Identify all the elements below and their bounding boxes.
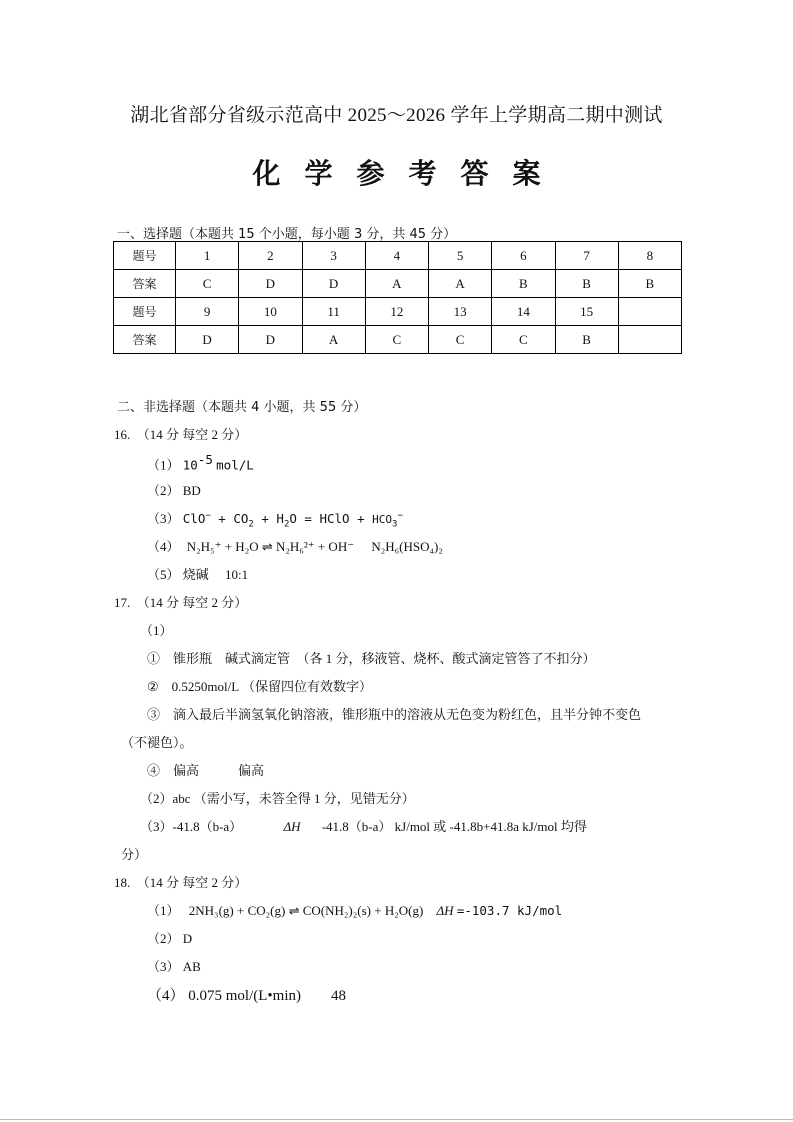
table-cell: 14: [492, 298, 555, 326]
table-cell: D: [302, 270, 365, 298]
table-cell: C: [492, 326, 555, 354]
q18-answer-4: （4） 0.075 mol/(L•min) 48: [147, 988, 346, 1004]
q17-answer-2: （2）abc （需小写，未答全得 1 分，见错无分）: [140, 791, 415, 806]
table-cell: 1: [176, 242, 239, 270]
table-cell: D: [176, 326, 239, 354]
table-cell: 5: [429, 242, 492, 270]
q17-heading: 17. （14 分 每空 2 分）: [114, 595, 248, 610]
q16-answer-5: （5） 烧碱 10:1: [147, 567, 249, 582]
q18-answer-3: （3） AB: [147, 959, 201, 974]
subtitle-char: 考: [408, 157, 437, 190]
q17-item-4: ④ 偏高 偏高: [147, 763, 265, 778]
table-cell: 4: [365, 242, 428, 270]
subject-title: [0, 152, 793, 192]
answer-table: [113, 241, 682, 354]
table-row-label: 答案: [114, 326, 176, 354]
table-cell: 3: [302, 242, 365, 270]
q16-answer-4: （4） N₂H₅⁺ + H₂O ⇌ N₂H₆²⁺ + OH⁻ N₂H₆(HSO₄)₂: [147, 539, 443, 554]
q17-sub1: （1）: [140, 623, 173, 638]
table-cell: D: [239, 326, 302, 354]
q17-item-3-cont: （不褪色）。: [121, 735, 193, 750]
table-cell: B: [555, 326, 618, 354]
q16-answer-2: （2） BD: [147, 483, 201, 498]
table-cell: 15: [555, 298, 618, 326]
subtitle-char: 答: [460, 157, 489, 190]
table-row-label: 题号: [114, 298, 176, 326]
q17-answer-3: （3）-41.8（b-a） ΔH -41.8（b-a） kJ/mol 或 -41.8b+41.8a kJ/mol 均得: [140, 819, 587, 834]
table-cell: D: [239, 270, 302, 298]
q18-answer-2: （2） D: [147, 931, 193, 946]
section2-heading: 二、非选择题（本题共 4 小题，共 55 分）: [117, 400, 367, 415]
section1-heading: 一、选择题（本题共 15 个小题，每小题 3 分，共 45 分）: [117, 227, 457, 242]
q17-item-3: ③ 滴入最后半滴氢氧化钠溶液，锥形瓶中的溶液从无色变为粉红色，且半分钟不变色: [147, 707, 642, 722]
subtitle-char: 参: [356, 157, 385, 190]
table-cell: 7: [555, 242, 618, 270]
table-cell: C: [429, 326, 492, 354]
table-cell: 8: [618, 242, 681, 270]
table-cell: 10: [239, 298, 302, 326]
table-cell: 12: [365, 298, 428, 326]
subtitle-char: 化: [252, 157, 281, 190]
table-row: [114, 326, 682, 354]
table-cell: 2: [239, 242, 302, 270]
table-cell: 9: [176, 298, 239, 326]
exam-title: 湖北省部分省级示范高中 2025～2026 学年上学期高二期中测试: [130, 105, 663, 126]
table-row: [114, 242, 682, 270]
q16-answer-1: （1） $10^{-5}$ mol/L: [147, 452, 254, 473]
subtitle-char: 学: [304, 157, 333, 190]
q16-heading: 16. （14 分 每空 2 分）: [114, 427, 248, 442]
ionization-equation: N₂H₅⁺ + H₂O ⇌ N₂H₆²⁺ + OH⁻: [186, 539, 355, 554]
salt-formula: N₂H₆(HSO₄)₂: [371, 539, 443, 554]
table-cell: A: [302, 326, 365, 354]
subtitle-char: 案: [512, 157, 541, 190]
q17-item-2: ② 0.5250mol/L （保留四位有效数字）: [147, 679, 372, 694]
q16-answer-3: （3） $ClO^- + CO_2 + H_2O$ = HClO + $HCO_3^-$: [147, 510, 403, 530]
table-cell: B: [618, 270, 681, 298]
table-row: [114, 270, 682, 298]
table-row-label: 答案: [114, 270, 176, 298]
table-cell: 11: [302, 298, 365, 326]
table-cell: A: [365, 270, 428, 298]
table-cell: 13: [429, 298, 492, 326]
table-cell: B: [555, 270, 618, 298]
table-cell: C: [365, 326, 428, 354]
table-cell: A: [429, 270, 492, 298]
table-cell: 6: [492, 242, 555, 270]
thermochemical-equation: 2NH₃(g) + CO₂(g) ⇌ CO(NH₂)₂(s) + H₂O(g): [188, 903, 424, 918]
q17-item-1: ① 锥形瓶 碱式滴定管 （各 1 分，移液管、烧杯、酸式滴定管答了不扣分）: [147, 651, 596, 666]
page-bottom-divider: [0, 1119, 793, 1120]
table-row: [114, 298, 682, 326]
table-cell: B: [492, 270, 555, 298]
table-cell: C: [176, 270, 239, 298]
q17-answer-3-cont: 分）: [121, 847, 148, 862]
table-cell: [618, 298, 681, 326]
q18-heading: 18. （14 分 每空 2 分）: [114, 875, 248, 890]
table-cell: [618, 326, 681, 354]
table-row-label: 题号: [114, 242, 176, 270]
q18-answer-1: （1） 2NH₃(g) + CO₂(g) ⇌ CO(NH₂)₂(s) + H₂O(g) ΔH =-103.7 kJ/mol: [147, 903, 563, 918]
